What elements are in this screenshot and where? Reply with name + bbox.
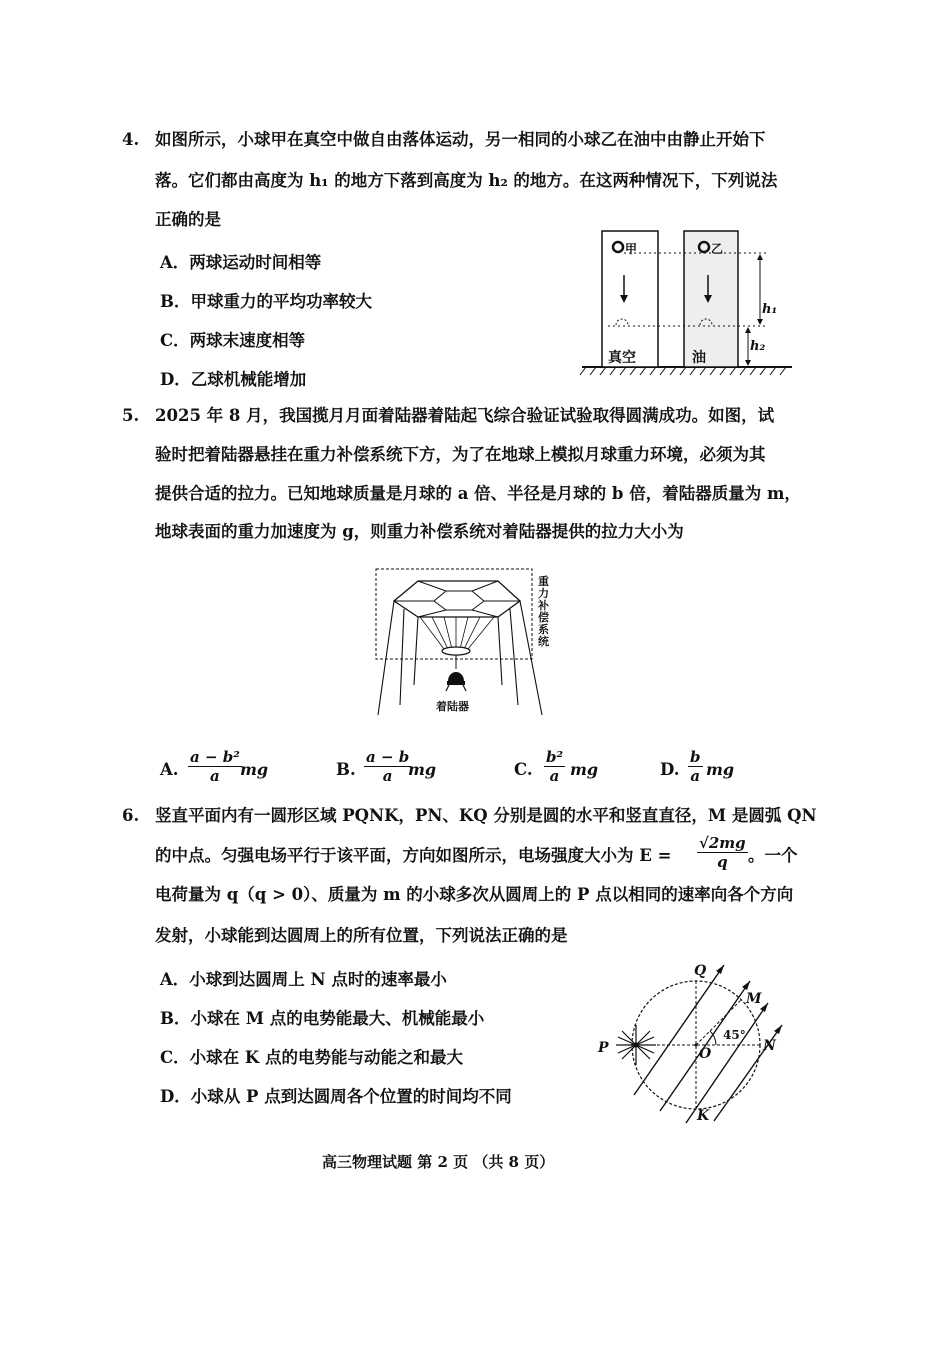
q6-option-c: C．小球在 K 点的电势能与动能之和最大 (160, 1048, 463, 1067)
q5-option-b-denominator: a (382, 767, 393, 785)
q4-ball-left-label: 甲 (625, 242, 638, 256)
q4-text-line3: 正确的是 (155, 210, 221, 229)
q5-option-c-denominator: a (549, 767, 560, 785)
q4-h2-label: h₂ (750, 339, 766, 354)
q5-text-line3: 提供合适的拉力。已知地球质量是月球的 a 倍、半径是月球的 b 倍，着陆器质量为 m， (155, 484, 801, 503)
q6-label-q: Q (694, 963, 707, 979)
q6-text-line3: 电荷量为 q（q > 0）、质量为 m 的小球多次从圆周上的 P 点以相同的速率向各个方向 (155, 885, 794, 904)
q6-option-a: A．小球到达圆周上 N 点时的速率最小 (160, 970, 447, 989)
q6-label-o: O (699, 1046, 712, 1062)
q5-option-d-denominator: a (690, 767, 701, 785)
q6-text-line1: 竖直平面内有一圆形区域 PQNK，PN、KQ 分别是圆的水平和竖直直径，M 是圆弧 QN (155, 806, 817, 825)
q5-option-d-fraction (688, 748, 703, 785)
q4-text-line2: 落。它们都由高度为 h₁ 的地方下落到高度为 h₂ 的地方。在这两种情况下，下列说法 (155, 171, 778, 190)
q6-text-line2b: 。一个 (748, 846, 798, 865)
q5-option-a-letter: A. (160, 760, 179, 779)
q4-h1-label: h₁ (762, 302, 778, 317)
q4-medium-right-label: 油 (692, 350, 706, 366)
q6-option-b: B．小球在 M 点的电势能最大、机械能最小 (160, 1009, 485, 1028)
q6-label-p: P (598, 1040, 609, 1056)
q6-label-m: M (746, 991, 762, 1007)
q6-e-denominator: q (717, 853, 728, 871)
q6-e-numerator: √2mg (699, 834, 746, 852)
q4-number: 4. (122, 130, 140, 149)
q5-option-c-letter: C. (514, 760, 533, 779)
q5-system-label: 重力补偿系统 (538, 575, 549, 648)
q5-option-d-numerator: b (690, 748, 701, 766)
q4-option-b: B．甲球重力的平均功率较大 (160, 292, 372, 311)
q4-option-c: C．两球末速度相等 (160, 331, 306, 350)
q5-option-c-tail: mg (570, 760, 599, 779)
q5-text-line2: 验时把着陆器悬挂在重力补偿系统下方，为了在地球上模拟月球重力环境，必须为其 (155, 445, 766, 464)
q6-e-fraction (697, 834, 748, 871)
q6-number: 6. (122, 806, 140, 825)
q5-option-d-tail: mg (706, 760, 735, 779)
q5-option-a-tail: mg (240, 760, 269, 779)
q4-medium-left-label: 真空 (608, 350, 636, 366)
q4-option-a: A．两球运动时间相等 (160, 253, 322, 272)
q4-text-line1: 如图所示，小球甲在真空中做自由落体运动，另一相同的小球乙在油中由静止开始下 (155, 130, 766, 149)
q5-text-line1: 2025 年 8 月，我国揽月月面着陆器着陆起飞综合验证试验取得圆满成功。如图，试 (155, 406, 775, 425)
q5-option-b-numerator: a − b (366, 748, 410, 766)
q6-label-k: K (697, 1108, 710, 1124)
q5-number: 5. (122, 406, 140, 425)
q6-label-n: N (763, 1038, 776, 1054)
q6-figure (590, 955, 790, 1125)
q6-option-d: D．小球从 P 点到达圆周各个位置的时间均不同 (160, 1087, 512, 1106)
page-footer: 高三物理试题 第 2 页 （共 8 页） (322, 1153, 555, 1171)
q5-option-c-fraction (544, 748, 565, 785)
q5-lander-label: 着陆器 (436, 700, 469, 713)
q4-option-d: D．乙球机械能增加 (160, 370, 307, 389)
q5-figure (360, 565, 560, 715)
q6-text-line4: 发射，小球能到达圆周上的所有位置，下列说法正确的是 (155, 926, 568, 945)
q5-text-line4: 地球表面的重力加速度为 g，则重力补偿系统对着陆器提供的拉力大小为 (155, 522, 684, 541)
q5-option-b-letter: B. (336, 760, 356, 779)
q5-option-a-numerator: a − b² (190, 748, 240, 766)
q6-angle-label: 45° (723, 1028, 746, 1042)
q5-option-a-denominator: a (210, 767, 220, 785)
q5-option-b-fraction (364, 748, 411, 785)
q5-option-b-tail: mg (408, 760, 437, 779)
q5-option-d-letter: D. (660, 760, 680, 779)
q6-text-line2a: 的中点。匀强电场平行于该平面，方向如图所示，电场强度大小为 E = (155, 846, 672, 865)
q5-option-a-fraction (188, 748, 242, 785)
q5-option-c-numerator: b² (546, 748, 564, 766)
q4-ball-right-label: 乙 (711, 242, 724, 256)
